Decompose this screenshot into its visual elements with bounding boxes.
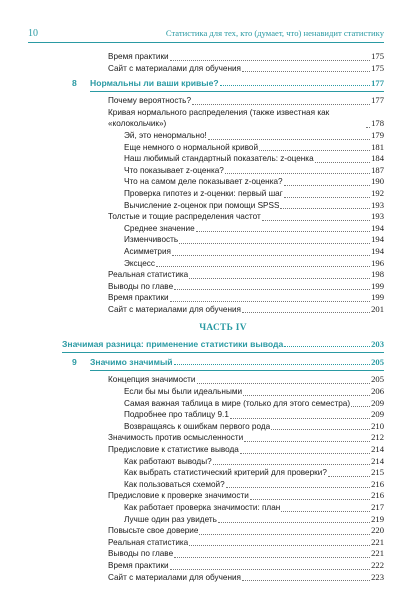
dot-leader — [262, 220, 370, 221]
dot-leader — [226, 487, 370, 488]
toc-entry-title: Как работает проверка значимости: план — [124, 503, 281, 512]
dot-leader — [259, 150, 370, 151]
toc-entry-page: 194 — [371, 234, 384, 245]
toc-entry-page: 216 — [371, 478, 384, 489]
toc-entry[interactable] — [124, 386, 384, 398]
dot-leader — [351, 406, 370, 407]
toc-entry[interactable] — [124, 467, 384, 479]
toc-entry-page: 221 — [371, 548, 384, 559]
toc-entry-title: Реальная статистика — [108, 537, 189, 547]
toc-entry[interactable] — [124, 421, 384, 433]
toc-entry-page: 220 — [371, 525, 384, 536]
chapter-9-entries — [90, 374, 384, 583]
dot-leader — [243, 395, 370, 396]
toc-entry-page: 196 — [371, 257, 384, 268]
toc-entry-title: Наш любимый стандартный показатель: z-оценка — [124, 154, 314, 164]
toc-entry-page: 184 — [371, 153, 384, 164]
toc-entry-page: 175 — [371, 51, 384, 61]
dot-leader — [208, 139, 370, 140]
running-header — [28, 26, 384, 43]
chapter-title: Нормальны ли ваши кривые? — [90, 78, 219, 89]
toc-entry[interactable] — [124, 479, 384, 491]
dot-leader — [244, 441, 370, 442]
dot-leader — [366, 127, 370, 128]
toc-entry-title: Если бы мы были идеальными — [124, 387, 243, 397]
toc-entry-page: 190 — [371, 176, 384, 187]
toc-entry[interactable] — [124, 234, 384, 246]
toc-entry-page: 178 — [371, 118, 384, 129]
dot-leader — [284, 346, 370, 347]
toc-entry-page: 201 — [371, 303, 384, 314]
toc-entry[interactable] — [108, 211, 384, 223]
toc-entry-title: Реальная статистика — [108, 270, 189, 280]
toc-entry[interactable] — [108, 63, 384, 75]
chapter-page: 177 — [371, 78, 384, 89]
toc-entry-page: 187 — [371, 164, 384, 175]
dot-leader — [189, 545, 370, 546]
toc-entry-page: 210 — [371, 420, 384, 431]
dot-leader — [242, 312, 370, 313]
toc-entry-title: Толстые и тощие распределения частот — [108, 212, 261, 222]
toc-entry[interactable] — [124, 514, 384, 526]
dot-leader — [281, 511, 370, 512]
toc-entry[interactable] — [108, 548, 384, 560]
toc-entry-title: Время практики — [108, 293, 169, 303]
part-page: 203 — [371, 339, 384, 350]
toc-entry[interactable] — [124, 258, 384, 270]
dot-leader — [225, 173, 370, 174]
chapter-9-heading[interactable] — [72, 356, 384, 371]
toc-entry-page: 192 — [371, 187, 384, 198]
toc-entry-page: 215 — [371, 467, 384, 478]
toc-entry-page: 177 — [371, 95, 384, 106]
dot-leader — [170, 301, 371, 302]
toc-entry-title: Сайт с материалами для обучения — [108, 304, 241, 314]
dot-leader — [170, 60, 371, 61]
dot-leader — [196, 231, 370, 232]
toc-entry[interactable] — [124, 130, 384, 142]
toc-entry[interactable] — [124, 153, 384, 165]
toc-entry-title: Еще немного о нормальной кривой — [124, 142, 259, 152]
toc-entry-page: 193 — [371, 211, 384, 222]
dot-leader — [284, 197, 370, 198]
running-title: Статистика для тех, кто (думает, что) ненавидит статистику — [165, 28, 384, 38]
toc-entry-title: Лучше один раз увидеть — [124, 514, 217, 524]
toc-entry-title: Эй, это ненормально! — [124, 130, 207, 140]
toc-entry[interactable] — [108, 560, 384, 572]
dot-leader — [220, 85, 370, 86]
toc-entry[interactable] — [124, 409, 384, 421]
toc-entry-page: 199 — [371, 292, 384, 303]
toc-entry-page: 209 — [371, 397, 384, 408]
dot-leader — [199, 534, 370, 535]
dot-leader — [156, 266, 370, 267]
toc-entry-page: 181 — [371, 141, 384, 152]
toc-entry-title: Сайт с материалами для обучения — [108, 63, 241, 73]
toc-entry[interactable] — [108, 107, 384, 130]
dot-leader — [280, 208, 370, 209]
toc-entry-title: Эксцесс — [124, 258, 155, 268]
dot-leader — [240, 453, 370, 454]
toc-entry[interactable] — [124, 398, 384, 410]
toc-entry-title: Выводы по главе — [108, 549, 174, 559]
dot-leader — [218, 522, 370, 523]
toc-entry-title: Что на самом деле показывает z-оценка? — [124, 177, 283, 187]
toc-entry-page: 221 — [371, 536, 384, 547]
toc-entry[interactable] — [124, 142, 384, 154]
toc-entry-title: Время практики — [108, 52, 169, 61]
toc-entry[interactable] — [108, 432, 384, 444]
toc-entry-title: Как работают выводы? — [124, 456, 212, 466]
chapter-number: 8 — [72, 78, 77, 89]
toc-entry[interactable] — [124, 502, 384, 514]
toc-entry[interactable] — [124, 246, 384, 258]
toc-entry-page: 205 — [371, 374, 384, 385]
toc-entry-page: 194 — [371, 222, 384, 233]
top-entries — [90, 51, 384, 74]
chapter-title: Значимо значимый — [90, 357, 173, 368]
toc-entry-page: 222 — [371, 559, 384, 570]
toc-entry-page: 209 — [371, 409, 384, 420]
toc-entry-title: Самая важная таблица в мире (только для этого семестра) — [124, 398, 351, 408]
toc-entry-page: 199 — [371, 280, 384, 291]
dot-leader — [230, 418, 370, 419]
dot-leader — [271, 429, 370, 430]
toc-entry-page: 214 — [371, 444, 384, 455]
part-label: ЧАСТЬ IV — [199, 323, 247, 334]
toc-entry-title: Асимметрия — [124, 246, 171, 256]
toc-entry-title: Концепция значимости — [108, 375, 196, 385]
toc-entry-title: Что показывает z-оценка? — [124, 165, 224, 175]
toc-entry[interactable] — [108, 490, 384, 502]
toc-entry[interactable] — [108, 269, 384, 281]
part-4-heading[interactable] — [62, 338, 384, 353]
toc-entry-title: Вычисление z-оценок при помощи SPSS — [124, 200, 280, 210]
toc-entry-page: 217 — [371, 502, 384, 512]
toc-entry[interactable] — [124, 176, 384, 188]
chapter-number: 9 — [72, 357, 77, 368]
toc-entry-page: 198 — [371, 269, 384, 280]
toc-entry[interactable] — [108, 525, 384, 537]
dot-leader — [213, 464, 370, 465]
toc-entry[interactable] — [108, 292, 384, 304]
dot-leader — [197, 383, 371, 384]
toc-entry-title: Возвращаясь к ошибкам первого рода — [124, 421, 271, 431]
dot-leader — [172, 255, 370, 256]
dot-leader — [242, 580, 370, 581]
toc-entry[interactable] — [124, 200, 384, 212]
toc-entry-page: 214 — [371, 455, 384, 466]
toc-entry-title: Подробнее про таблицу 9.1 — [124, 410, 229, 420]
toc-entry[interactable] — [108, 95, 384, 107]
toc-entry-page: 219 — [371, 513, 384, 524]
dot-leader — [179, 243, 370, 244]
dot-leader — [170, 569, 371, 570]
toc-entry[interactable] — [108, 537, 384, 549]
toc-entry[interactable] — [124, 188, 384, 200]
toc-entry-title: Почему вероятность? — [108, 96, 192, 106]
toc-entry[interactable] — [108, 304, 384, 316]
dot-leader — [284, 185, 371, 186]
toc-entry-page: 212 — [371, 432, 384, 443]
toc-entry-title: Как пользоваться схемой? — [124, 479, 225, 489]
toc-entry-page: 216 — [371, 490, 384, 501]
part-title: Значимая разница: применение статистики вывода — [62, 339, 284, 350]
toc-entry-page: 179 — [371, 129, 384, 140]
toc-entry[interactable] — [108, 281, 384, 293]
toc-entry[interactable] — [124, 165, 384, 177]
chapter-page: 205 — [371, 357, 384, 368]
toc-entry[interactable] — [108, 444, 384, 456]
toc-entry-title: Предисловие к статистике вывода — [108, 445, 239, 455]
dot-leader — [192, 104, 370, 105]
toc-entry[interactable] — [108, 572, 384, 584]
toc-entry[interactable] — [108, 374, 384, 386]
toc-entry-page: 206 — [371, 386, 384, 397]
toc-entry-title: Среднее значение — [124, 223, 195, 233]
chapter-8-entries — [90, 95, 384, 315]
toc-entry[interactable] — [108, 51, 384, 63]
toc-entry-page: 193 — [371, 199, 384, 210]
toc-entry-title: Сайт с материалами для обучения — [108, 572, 241, 582]
dot-leader — [250, 499, 370, 500]
toc-entry-page: 223 — [371, 571, 384, 582]
toc-entry[interactable] — [124, 456, 384, 468]
chapter-8-heading[interactable] — [72, 77, 384, 92]
dot-leader — [328, 476, 370, 477]
page-number: 10 — [28, 28, 38, 39]
dot-leader — [315, 162, 370, 163]
toc-entry-title: Значимость против осмысленности — [108, 433, 244, 443]
toc-entry-title: Как выбрать статистический критерий для проверки? — [124, 468, 327, 478]
dot-leader — [242, 71, 370, 72]
table-of-contents — [62, 51, 384, 583]
dot-leader — [174, 557, 370, 558]
toc-entry-page: 194 — [371, 245, 384, 256]
toc-entry-title: Время практики — [108, 560, 169, 570]
toc-entry[interactable] — [124, 223, 384, 235]
dot-leader — [174, 364, 371, 365]
toc-entry-title: Повысьте свое доверие — [108, 526, 199, 536]
dot-leader — [174, 289, 370, 290]
toc-entry-title: Кривая нормального распределения (также известная как «колокольчик») — [108, 107, 330, 129]
toc-entry-title: Проверка гипотез и z-оценки: первый шаг — [124, 188, 283, 198]
dot-leader — [189, 278, 370, 279]
toc-entry-page: 175 — [371, 62, 384, 73]
toc-entry-title: Изменчивость — [124, 235, 179, 245]
toc-entry-title: Выводы по главе — [108, 281, 174, 291]
toc-entry-title: Предисловие к проверке значимости — [108, 491, 249, 501]
